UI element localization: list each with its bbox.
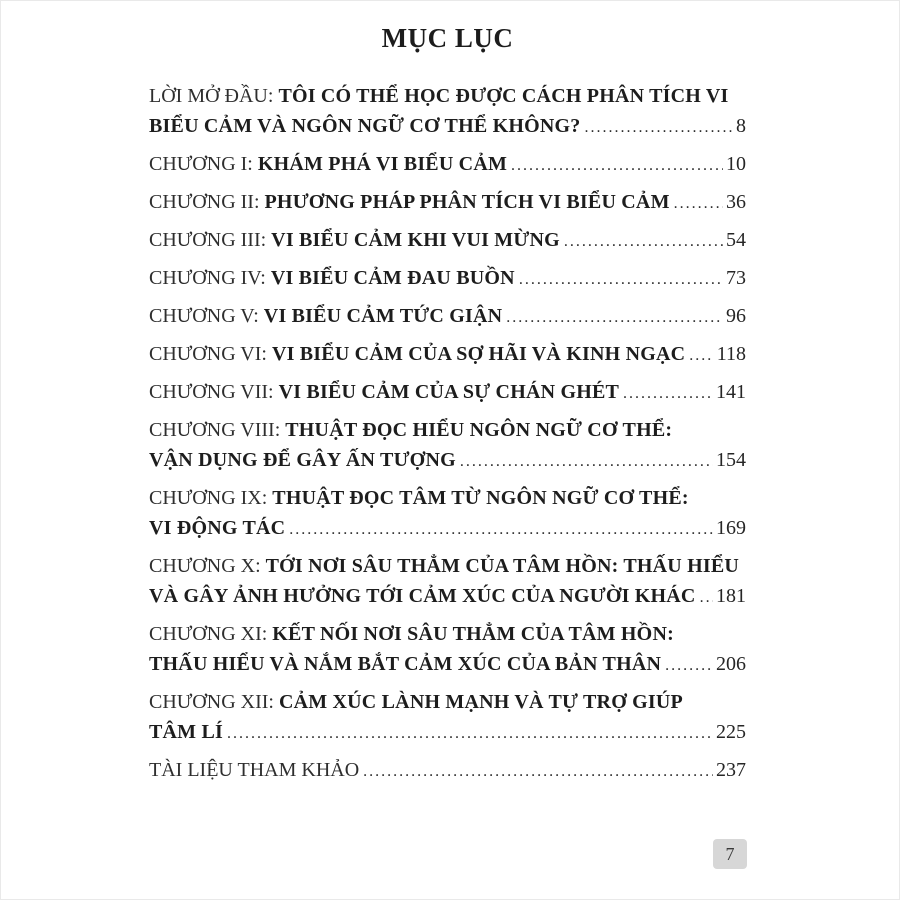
toc-entry-line [149, 301, 746, 333]
toc-entry-text [149, 755, 359, 785]
toc-entry [149, 687, 746, 749]
toc-entry-page: 141 [716, 381, 746, 403]
dot-leader [700, 581, 713, 613]
toc-entry-prefix: LỜI MỞ ĐẦU: [149, 85, 279, 107]
toc-entry [149, 415, 746, 477]
dot-leader [623, 377, 713, 409]
toc-entry [149, 187, 746, 219]
toc-entry-text [149, 339, 685, 369]
toc-entry-prefix: CHƯƠNG XII: [149, 691, 279, 713]
toc-entry-line [149, 263, 746, 295]
toc-entry [149, 225, 746, 257]
toc-entry-title: VẬN DỤNG ĐỂ GÂY ẤN TƯỢNG [149, 449, 456, 471]
dot-leader [363, 755, 713, 787]
toc-entry [149, 755, 746, 787]
toc-entry-line [149, 483, 746, 513]
toc-entry-line [149, 551, 746, 581]
toc-entry-prefix: TÀI LIỆU THAM KHẢO [149, 759, 360, 781]
dot-leader [689, 339, 713, 371]
toc-entry-line [149, 445, 746, 477]
toc-entry-text [149, 301, 502, 331]
dot-leader [506, 301, 723, 333]
toc-entry [149, 377, 746, 409]
toc-entry-title: KẾT NỐI NƠI SÂU THẲM CỦA TÂM HỒN: [272, 623, 674, 645]
toc-entry [149, 263, 746, 295]
toc-entry-title: VI ĐỘNG TÁC [149, 517, 286, 539]
toc-entry-title: BIỂU CẢM VÀ NGÔN NGỮ CƠ THỂ KHÔNG? [149, 115, 581, 137]
toc-entry-line [149, 149, 746, 181]
dot-leader [460, 445, 713, 477]
dot-leader [511, 149, 723, 181]
toc-entry-prefix: CHƯƠNG V: [149, 305, 264, 327]
toc-entry-text [149, 111, 580, 141]
toc-entry-title: THUẬT ĐỌC TÂM TỪ NGÔN NGỮ CƠ THỂ: [272, 487, 689, 509]
toc-entry-title: VI BIỂU CẢM TỨC GIẬN [263, 305, 503, 327]
toc-entry-line [149, 111, 746, 143]
toc-entry [149, 551, 746, 613]
toc-entry-page: 181 [716, 585, 746, 607]
toc-entry-page: 96 [726, 305, 746, 327]
toc-entry-page: 154 [716, 449, 746, 471]
toc-entry-text [149, 555, 739, 577]
toc-entry-prefix: CHƯƠNG XI: [149, 623, 273, 645]
toc-entry-page: 36 [726, 191, 746, 213]
toc-entry-page: 8 [736, 115, 746, 137]
toc-entry-prefix: CHƯƠNG III: [149, 229, 272, 251]
dot-leader [674, 187, 723, 219]
toc-entry-prefix: CHƯƠNG VII: [149, 381, 279, 403]
toc-entry-page: 73 [726, 267, 746, 289]
toc-entry-text [149, 581, 696, 611]
toc-entry-text [149, 225, 560, 255]
toc-entry-title: PHƯƠNG PHÁP PHÂN TÍCH VI BIỂU CẢM [264, 191, 670, 213]
toc-entry-title: VI BIỂU CẢM KHI VUI MỪNG [271, 229, 560, 251]
toc-entry-title: TỚI NƠI SÂU THẲM CỦA TÂM HỒN: THẤU HIỂU [265, 555, 740, 577]
toc-entry-text [149, 717, 223, 747]
toc-entry-text [149, 187, 670, 217]
toc-entry-prefix: CHƯƠNG II: [149, 191, 265, 213]
dot-leader [227, 717, 713, 749]
toc-list [149, 81, 746, 787]
toc-entry-text [149, 513, 285, 543]
dot-leader [665, 649, 713, 681]
toc-entry-text [149, 623, 674, 645]
toc-entry-line [149, 377, 746, 409]
toc-entry-line [149, 687, 746, 717]
toc-entry-text [149, 691, 683, 713]
toc-entry-title: VÀ GÂY ẢNH HƯỞNG TỚI CẢM XÚC CỦA NGƯỜI KHÁC [149, 585, 696, 607]
toc-entry-page: 118 [716, 343, 746, 365]
page-number-badge: 7 [713, 839, 747, 869]
toc-entry-title: KHÁM PHÁ VI BIỂU CẢM [257, 153, 508, 175]
toc-entry-line [149, 187, 746, 219]
toc-entry-title: VI BIỂU CẢM CỦA SỢ HÃI VÀ KINH NGẠC [271, 343, 686, 365]
toc-entry-page: 169 [716, 517, 746, 539]
toc-entry [149, 339, 746, 371]
dot-leader [564, 225, 723, 257]
toc-entry-title: TÂM LÍ [149, 721, 223, 743]
toc-entry-line [149, 81, 746, 111]
toc-entry [149, 301, 746, 333]
toc-entry-text [149, 419, 672, 441]
toc-entry-line [149, 755, 746, 787]
toc-entry-prefix: CHƯƠNG VI: [149, 343, 272, 365]
toc-entry-text [149, 487, 689, 509]
page-title: MỤC LỤC [381, 23, 514, 53]
toc-entry-text [149, 85, 728, 107]
toc-entry-line [149, 717, 746, 749]
toc-entry-prefix: CHƯƠNG IV: [149, 267, 271, 289]
toc-entry [149, 619, 746, 681]
toc-entry-title: THUẬT ĐỌC HIỂU NGÔN NGỮ CƠ THỂ: [285, 419, 673, 441]
toc-entry-line [149, 225, 746, 257]
toc-entry-line [149, 415, 746, 445]
toc-entry-page: 10 [726, 153, 746, 175]
toc-entry-prefix: CHƯƠNG IX: [149, 487, 273, 509]
toc-entry-line [149, 581, 746, 613]
toc-entry-line [149, 619, 746, 649]
toc-entry-page: 206 [716, 653, 746, 675]
toc-entry-page: 225 [716, 721, 746, 743]
toc-entry-title: VI BIỂU CẢM CỦA SỰ CHÁN GHÉT [278, 381, 620, 403]
dot-leader [584, 111, 733, 143]
toc-entry-text [149, 649, 661, 679]
toc-entry-line [149, 649, 746, 681]
toc-entry-text [149, 149, 507, 179]
toc-entry [149, 483, 746, 545]
toc-entry-page: 54 [726, 229, 746, 251]
toc-entry-prefix: CHƯƠNG I: [149, 153, 258, 175]
toc-entry-text [149, 377, 619, 407]
toc-entry-title: TÔI CÓ THỂ HỌC ĐƯỢC CÁCH PHÂN TÍCH VI [278, 85, 729, 107]
toc-entry-title: CẢM XÚC LÀNH MẠNH VÀ TỰ TRỢ GIÚP [278, 691, 683, 713]
toc-entry [149, 149, 746, 181]
dot-leader [289, 513, 713, 545]
toc-entry-title: VI BIỂU CẢM ĐAU BUỒN [270, 267, 515, 289]
dot-leader [519, 263, 723, 295]
toc-entry-prefix: CHƯƠNG X: [149, 555, 266, 577]
toc-entry-text [149, 263, 515, 293]
toc-entry-prefix: CHƯƠNG VIII: [149, 419, 286, 441]
toc-entry-page: 237 [716, 759, 746, 781]
toc-entry-text [149, 445, 456, 475]
toc-entry-line [149, 513, 746, 545]
toc-entry-line [149, 339, 746, 371]
toc-entry [149, 81, 746, 143]
toc-entry-title: THẤU HIỂU VÀ NẮM BẮT CẢM XÚC CỦA BẢN THÂN [149, 653, 662, 675]
